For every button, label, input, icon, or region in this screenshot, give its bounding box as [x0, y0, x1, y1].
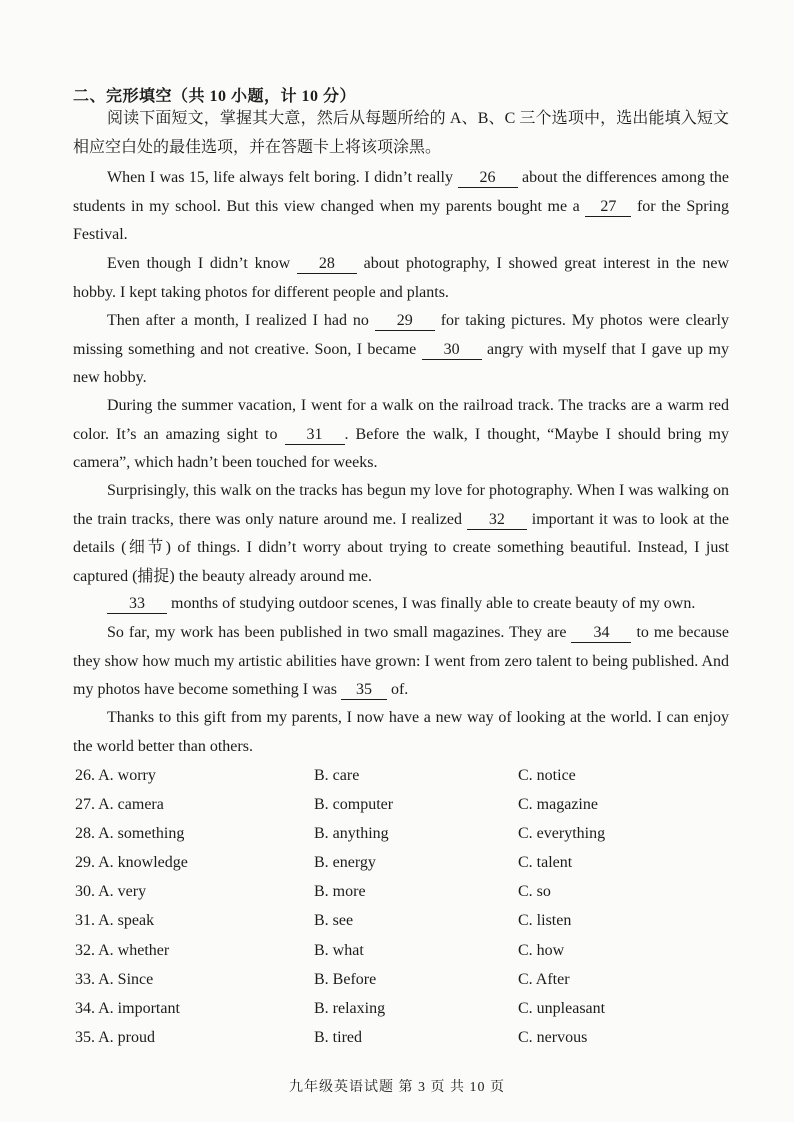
option-row-30 [75, 877, 735, 906]
passage-text: When I was 15, life always felt boring. I didn’t really [107, 169, 458, 186]
blank-31: 31 [285, 426, 345, 445]
option-c: C. unpleasant [518, 999, 606, 1017]
passage-paragraph-4 [73, 392, 729, 478]
option-b: B. tired [314, 1028, 362, 1046]
option-b: B. what [314, 941, 364, 959]
blank-34: 34 [571, 624, 631, 643]
option-c: C. After [518, 970, 570, 988]
option-a: 33. A. Since [75, 970, 154, 988]
option-a: 32. A. whether [75, 941, 170, 959]
passage-text: So far, my work has been published in two small magazines. They are [107, 624, 572, 641]
passage-paragraph-2 [73, 250, 729, 307]
option-a: 31. A. speak [75, 912, 155, 930]
option-a: 26. A. worry [75, 767, 156, 784]
option-b: B. Before [314, 970, 377, 988]
option-row-32 [75, 936, 735, 965]
passage-text: to me because they show how much my artistic abilities have grown: I went from zero talent to being published. And my photos have become something I was [73, 624, 730, 699]
passage-text: . Before the walk, I thought, “Maybe I should bring my camera”, which hadn’t been touched for weeks. [73, 425, 730, 472]
passage-text: of. [386, 681, 409, 699]
option-a: 29. A. knowledge [75, 854, 188, 872]
option-row-29 [75, 848, 735, 877]
blank-29: 29 [375, 312, 435, 331]
option-a: 35. A. proud [75, 1028, 155, 1046]
option-row-35 [75, 1023, 735, 1052]
passage-text: important it was to look at the details (细节) of things. I didn’t worry about trying to create something beautiful. Instead, I just captured (捕捉) the beauty already around me. [73, 510, 729, 586]
blank-32: 32 [467, 511, 527, 530]
answer-options [75, 761, 735, 1052]
blank-26: 26 [458, 169, 518, 188]
passage-text: about photography, I showed great interest in the new hobby. I kept taking photos for different people and plants. [73, 255, 729, 301]
option-b: B. anything [314, 825, 389, 843]
section-instruction: 阅读下面短文，掌握其大意，然后从每题所给的 A、B、C 三个选项中，选出能填入短文相应空白处的最佳选项，并在答题卡上将该项涂黑。 [73, 110, 729, 156]
option-a: 28. A. something [75, 825, 185, 843]
option-c: C. listen [518, 912, 572, 930]
passage-text: for taking pictures. My photos were clearly missing something and not creative. Soon, I became [73, 312, 729, 358]
passage-text: months of studying outdoor scenes, I was finally able to create beauty of my own. [167, 595, 696, 612]
option-row-26 [75, 761, 735, 790]
option-b: B. more [314, 883, 366, 901]
option-c: C. everything [518, 825, 606, 843]
passage-paragraph-7 [73, 619, 729, 705]
option-c: C. how [518, 941, 565, 959]
option-b: B. see [314, 912, 354, 930]
option-b: B. computer [314, 796, 394, 814]
option-c: C. so [518, 883, 551, 901]
option-row-33 [75, 965, 735, 994]
option-row-31 [75, 906, 735, 935]
blank-35: 35 [341, 681, 387, 700]
section-title: 二、完形填空（共 10 小题，计 10 分） [73, 88, 357, 105]
blank-30: 30 [422, 341, 482, 360]
option-c: C. magazine [518, 796, 598, 814]
blank-28: 28 [297, 255, 357, 274]
passage-text: for the Spring Festival. [73, 197, 729, 244]
blank-27: 27 [585, 198, 631, 217]
passage-text: During the summer vacation, I went for a walk on the railroad track. The tracks are a warm red color. It’s an amazing sight to [73, 397, 729, 443]
passage-text: Even though I didn’t know [107, 255, 297, 272]
option-c: C. nervous [518, 1028, 588, 1046]
option-b: B. energy [314, 854, 376, 872]
option-a: 30. A. very [75, 883, 147, 901]
passage-text: angry with myself that I gave up my new hobby. [73, 340, 729, 387]
passage-text: Surprisingly, this walk on the tracks has begun my love for photography. When I was walking on the train tracks, there was only nature around me. I realized [73, 482, 729, 528]
option-a: 27. A. camera [75, 796, 164, 814]
passage-text: about the differences among the students in my school. But this view changed when my parents bought me a [73, 169, 730, 215]
blank-33: 33 [107, 595, 167, 614]
passage-paragraph-8 [73, 704, 729, 761]
passage-paragraph-6 [73, 590, 729, 619]
option-row-28 [75, 819, 735, 848]
option-c: C. notice [518, 767, 576, 784]
option-b: B. relaxing [314, 999, 386, 1017]
passage-text: Thanks to this gift from my parents, I now have a new way of looking at the world. I can enjoy the world better than others. [73, 709, 729, 755]
option-c: C. talent [518, 854, 573, 872]
page-footer: 九年级英语试题 第 3 页 共 10 页 [289, 1080, 505, 1095]
option-row-34 [75, 994, 735, 1023]
passage-paragraph-5 [73, 477, 729, 592]
option-a: 34. A. important [75, 999, 180, 1017]
passage-paragraph-3 [73, 307, 729, 393]
option-row-27 [75, 790, 735, 819]
option-b: B. care [314, 767, 360, 784]
passage-paragraph-1 [73, 164, 729, 250]
passage-text: Then after a month, I realized I had no [107, 312, 375, 329]
